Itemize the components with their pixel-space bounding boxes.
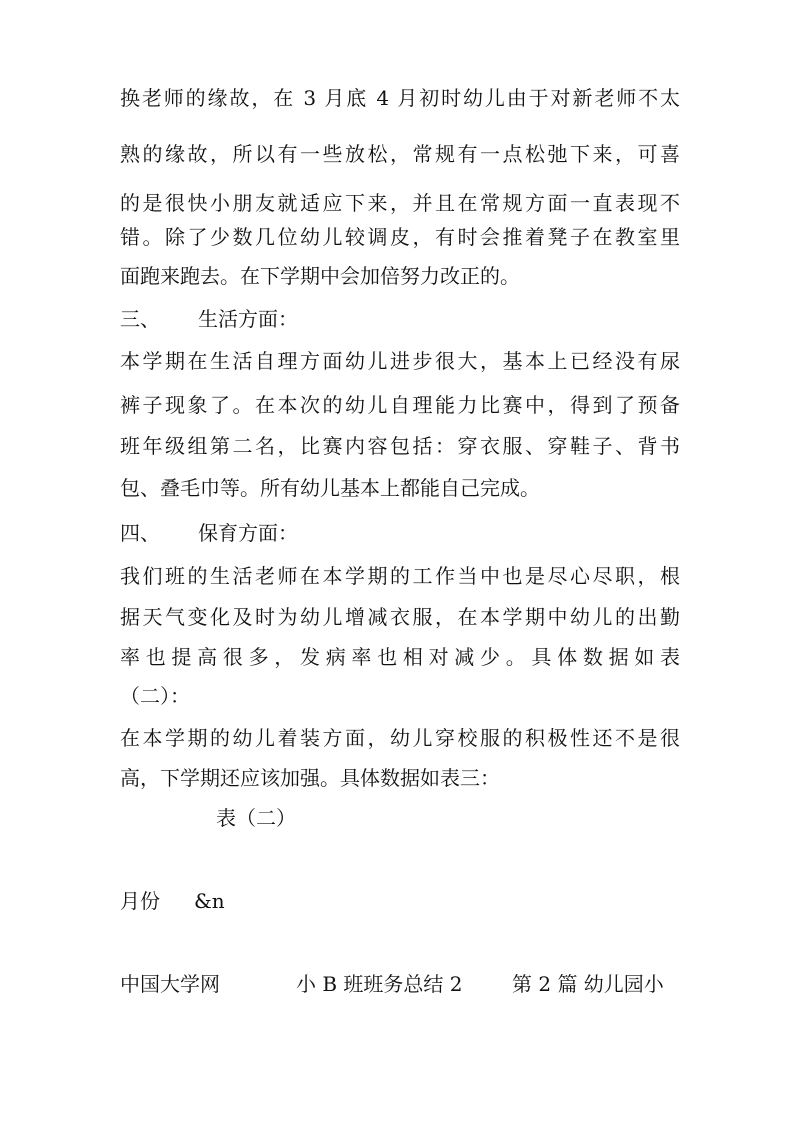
table-caption: 表（二） (216, 806, 296, 830)
paragraph-3-line-2: 据天气变化及时为幼儿增减衣服，在本学期中幼儿的出勤 (120, 605, 680, 629)
footer-title: 小 B 班班务总结 2 (296, 972, 463, 996)
table-row-value: &n (194, 889, 225, 913)
table-row-label: 月份 (120, 889, 160, 913)
section-3-number: 三、 (120, 307, 160, 331)
footer-site: 中国大学网 (120, 972, 220, 996)
paragraph-1-line-1: 换老师的缘故，在 3 月底 4 月初时幼儿由于对新老师不太 (120, 86, 680, 110)
footer-part: 第 2 篇 幼儿园小 (512, 972, 664, 996)
paragraph-1-line-3: 的是很快小朋友就适应下来，并且在常规方面一直表现不 (120, 191, 680, 215)
section-4-title: 保育方面： (198, 521, 298, 545)
paragraph-2-line-1: 本学期在生活自理方面幼儿进步很大，基本上已经没有尿 (120, 349, 680, 373)
paragraph-1-line-4: 错。除了少数几位幼儿较调皮，有时会推着凳子在教室里 (120, 225, 680, 249)
paragraph-3-line-1: 我们班的生活老师在本学期的工作当中也是尽心尽职，根 (120, 564, 680, 588)
paragraph-3-line-4: （二）： (120, 684, 190, 708)
paragraph-4-line-2: 高，下学期还应该加强。具体数据如表三： (120, 766, 500, 790)
paragraph-2-line-4: 包、叠毛巾等。所有幼儿基本上都能自己完成。 (120, 476, 540, 500)
paragraph-3-line-3: 率也提高很多，发病率也相对减少。具体数据如表 (120, 645, 680, 669)
paragraph-4-line-1: 在本学期的幼儿着装方面，幼儿穿校服的积极性还不是很 (120, 726, 680, 750)
section-4-number: 四、 (120, 521, 160, 545)
paragraph-1-line-2: 熟的缘故，所以有一些放松，常规有一点松弛下来，可喜 (120, 142, 680, 166)
section-3-title: 生活方面： (198, 307, 298, 331)
paragraph-2-line-3: 班年级组第二名，比赛内容包括：穿衣服、穿鞋子、背书 (120, 434, 680, 458)
paragraph-1-line-5: 面跑来跑去。在下学期中会加倍努力改正的。 (120, 264, 520, 288)
paragraph-2-line-2: 裤子现象了。在本次的幼儿自理能力比赛中，得到了预备 (120, 393, 680, 417)
